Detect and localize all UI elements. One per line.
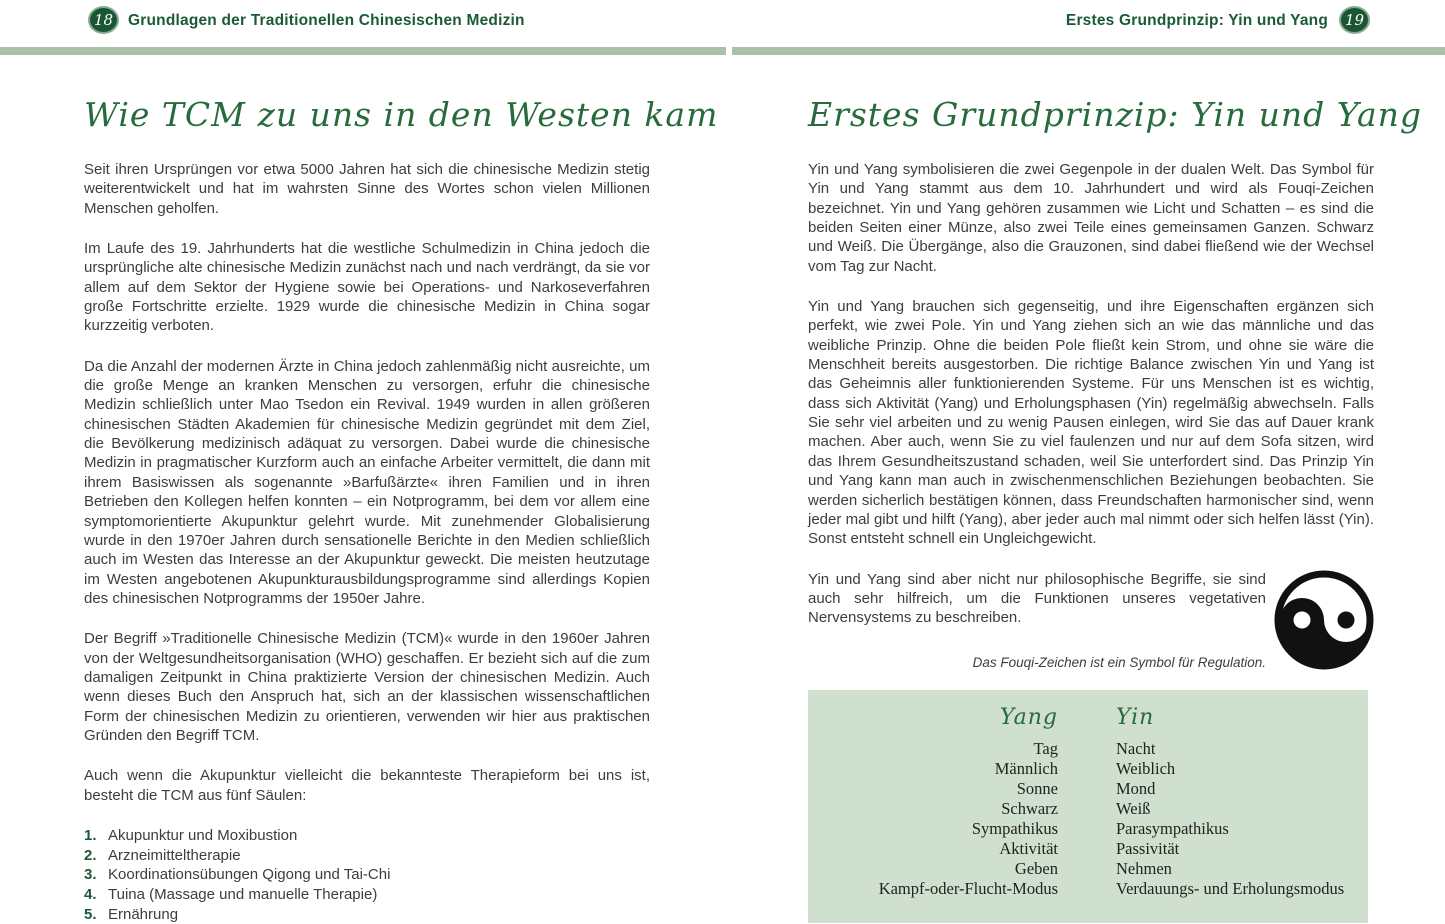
table-header-row bbox=[808, 702, 1368, 734]
yang-yin-table bbox=[808, 690, 1368, 924]
list-number: 5. bbox=[84, 905, 97, 923]
yin-yang-text-column bbox=[808, 570, 1266, 670]
five-pillars-list bbox=[84, 826, 650, 924]
table-cell: Nehmen bbox=[1116, 859, 1172, 879]
table-cell: Kampf-oder-Flucht-Modus bbox=[878, 879, 1058, 899]
column-header-yin: Yin bbox=[1116, 704, 1155, 730]
table-cell: Geben bbox=[1014, 859, 1058, 879]
left-page bbox=[84, 95, 719, 924]
top-rule-right-page bbox=[732, 47, 1445, 55]
running-head-title-left: Grundlagen der Traditionellen Chinesischen Medizin bbox=[128, 12, 525, 29]
list-item bbox=[84, 905, 650, 924]
table-body bbox=[808, 739, 1368, 899]
page-number-left: 18 bbox=[93, 11, 114, 29]
table-cell: Nacht bbox=[1116, 739, 1156, 759]
table-cell: Mond bbox=[1116, 779, 1156, 799]
table-cell: Männlich bbox=[994, 759, 1058, 779]
right-page bbox=[808, 95, 1423, 923]
page-number-badge-left bbox=[88, 6, 119, 34]
paragraph: Seit ihren Ursprüngen vor etwa 5000 Jahren hat sich die chinesische Medizin stetig weiterentwickelt und hat im wahrsten Sinne des Wortes schon vielen Millionen Menschen geholfen. bbox=[84, 161, 650, 217]
paragraph: Yin und Yang symbolisieren die zwei Gegenpole in der dualen Welt. Das Symbol für Yin und Yang stammt aus dem 10. Jahrhundert und wird als Fouqi-Zeichen bezeichnet. Yin und Yang gehören zusammen wie Licht und Schatten – es sind die beiden Seiten einer Münze, also zwei Teile eines gemeinsamen Ganzen. Schwarz und Weiß. Die Übergänge, also die Grauzonen, sind dabei fließend wie der Wechsel vom Tag zur Nacht. bbox=[808, 161, 1374, 275]
list-text: Tuina (Massage und manuelle Therapie) bbox=[108, 885, 378, 903]
running-head-title-right: Erstes Grundprinzip: Yin und Yang bbox=[1065, 12, 1328, 29]
table-cell: Sonne bbox=[1016, 779, 1058, 799]
paragraph: Da die Anzahl der modernen Ärzte in China jedoch zahlenmäßig nicht ausreichte, um die große Menge an kranken Menschen zu versorgen, erfuhr die chinesische Medizin schließlich unter Mao Tsedon ein Revival. 1949 wurden in allen größeren chinesischen Städten Akademien für chinesische Medizin gegründet mit dem Ziel, die Bevölkerung medizinisch adäquat zu versorgen. Dabei wurde die chinesische Medizin in pragmatischer Kurzform auch an einfache Arbeiter vermittelt, die dann mit ihrem Basiswissen als sogenannte »Barfußärzte« ihren Familien und in ihren Betrieben den Kollegen helfen konnten – ein Notprogramm, bei dem vor allem eine symptomorientierte Akupunktur gelehrt wurde. Mit zunehmender Globalisierung wurde in den 1970er Jahren durch sensationelle Berichte in den Medien schließlich auch im Westen das Interesse an der Akupunktur geweckt. Die meisten heutzutage im Westen angebotenen Akupunkturausbildungsprogramme sind allerdings Kopien des chinesischen Notprogramms der 1950er Jahre. bbox=[84, 357, 650, 607]
table-cell: Passivität bbox=[1116, 839, 1180, 859]
left-page-title: Wie TCM zu uns in den Westen kam bbox=[84, 95, 719, 134]
list-text: Arzneimitteltherapie bbox=[108, 846, 241, 864]
page-number-badge-right bbox=[1339, 6, 1370, 34]
paragraph: Der Begriff »Traditionelle Chinesische Medizin (TCM)« wurde in den 1960er Jahren von der Weltgesundheitsorganisation (WHO) geschaffen. Er bezieht sich auf die zum damaligen Zeitpunkt in China praktizierte Version der chinesischen Medizin. Auch wenn dieses Buch den Anspruch hat, sich an der klassischen wissenschaftlichen Form der chinesischen Medizin zu orientieren, verwenden wir hier aus praktischen Gründen den Begriff TCM. bbox=[84, 630, 650, 744]
table-cell: Aktivität bbox=[999, 839, 1058, 859]
list-item bbox=[84, 865, 650, 885]
list-text: Koordinationsübungen Qigong und Tai-Chi bbox=[108, 866, 391, 884]
table-cell: Sympathikus bbox=[971, 819, 1058, 839]
list-text: Akupunktur und Moxibustion bbox=[108, 826, 298, 844]
list-item bbox=[84, 846, 650, 866]
table-cell: Verdauungs- und Erholungsmodus bbox=[1116, 879, 1345, 899]
yin-yang-icon bbox=[1274, 570, 1374, 670]
table-cell: Tag bbox=[1033, 739, 1058, 759]
running-head bbox=[0, 0, 1445, 42]
list-number: 2. bbox=[84, 846, 97, 864]
table-cell: Weiblich bbox=[1116, 759, 1176, 779]
paragraph: Yin und Yang brauchen sich gegenseitig, und ihre Eigenschaften ergänzen sich perfekt, wie zwei Pole. Yin und Yang ziehen sich an wie das männliche und das weibliche Prinzip. Ohne die beiden Pole fließt kein Strom, und ohne sie wäre die Menschheit bereits ausgestorben. Die richtige Balance zwischen Yin und Yang ist das Geheimnis aller funktionierenden Systeme. Für uns Menschen ist es wichtig, dass sich Aktivität (Yang) und Erholungsphasen (Yin) regelmäßig abwechseln. Falls Sie sehr viel arbeiten und zu wenig Pausen einlegen, wird Sie das auf Dauer krank machen. Aber auch, wenn Sie zu viel faulenzen und nur auf dem Sofa sitzen, wird das Ihrem Gesundheitszustand schaden, weil Sie unterfordert sind. Das Prinzip Yin und Yang kann man auch in zwischenmenschlichen Beziehungen beobachten. Sie werden sicherlich bestätigen können, dass Freundschaften harmonischer sind, wenn jeder mal gibt und hilft (Yang), aber jeder auch mal nimmt oder sich helfen lässt (Yin). Sonst entsteht schnell ein Ungleichgewicht. bbox=[808, 298, 1374, 548]
paragraph: Im Laufe des 19. Jahrhunderts hat die westliche Schulmedizin in China jedoch die ursprüngliche alte chinesische Medizin zunächst nach und nach verdrängt, da sie vor allem auf dem Sektor der Hygiene sowie bei Operations- und Narkoseverfahren große Fortschritte erzielte. 1929 wurde die chinesische Medizin in China sogar kurzzeitig verboten. bbox=[84, 240, 650, 335]
table-cell: Schwarz bbox=[1001, 799, 1058, 819]
figure-caption: Das Fouqi-Zeichen ist ein Symbol für Regulation. bbox=[972, 654, 1266, 670]
list-number: 1. bbox=[84, 826, 97, 844]
yin-yang-block bbox=[808, 570, 1374, 670]
paragraph: Yin und Yang sind aber nicht nur philosophische Begriffe, sie sind auch sehr hilfreich, um die Funktionen unseres vegetativen Nervensystems zu beschreiben. bbox=[808, 570, 1266, 627]
page-number-right: 19 bbox=[1344, 11, 1365, 29]
list-text: Ernährung bbox=[108, 905, 179, 923]
right-page-title: Erstes Grundprinzip: Yin und Yang bbox=[808, 95, 1423, 134]
list-item bbox=[84, 885, 650, 905]
top-rule-left-page bbox=[0, 47, 726, 55]
table-cell: Parasympathikus bbox=[1116, 819, 1229, 839]
paragraph: Auch wenn die Akupunktur vielleicht die bekannteste Therapieform bei uns ist, besteht die TCM aus fünf Säulen: bbox=[84, 767, 650, 804]
list-number: 3. bbox=[84, 866, 97, 884]
list-item bbox=[84, 826, 650, 846]
table-cell: Weiß bbox=[1116, 799, 1151, 819]
column-header-yang: Yang bbox=[999, 704, 1058, 730]
list-number: 4. bbox=[84, 885, 97, 903]
